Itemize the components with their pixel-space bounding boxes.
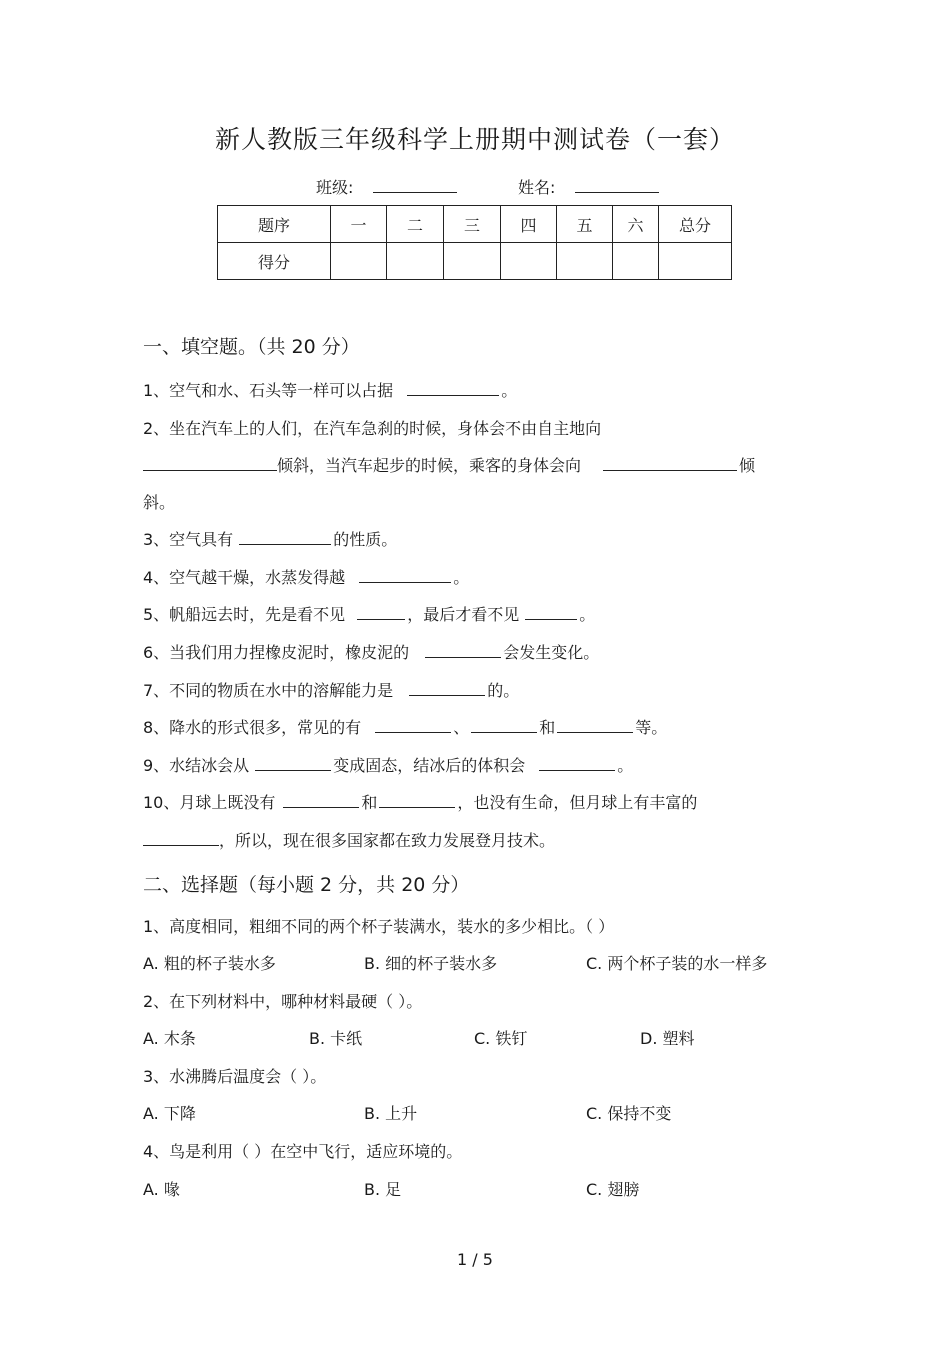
answer-blank[interactable] [471,716,537,733]
score-cell[interactable] [387,243,444,280]
answer-blank[interactable] [357,603,405,620]
header-cell: 总分 [659,206,732,243]
name-field [518,175,659,198]
score-row-label: 得分 [218,243,331,280]
score-cell[interactable] [659,243,732,280]
answer-blank[interactable] [407,379,499,396]
question-choice-1: 1、高度相同，粗细不同的两个杯子装满水，装水的多少相比。（ ） [143,917,615,936]
header-cell: 二 [387,206,444,243]
class-label: 班级: [316,178,354,197]
answer-blank[interactable] [359,566,451,583]
question-text: 、 [453,718,470,737]
header-cell: 一 [331,206,387,243]
score-cell[interactable] [501,243,557,280]
question-text: 2、坐在汽车上的人们，在汽车急刹的时候，身体会不由自主地向 [143,419,602,438]
question-text: 4、空气越干燥，水蒸发得越 [143,568,346,587]
score-table-header-row [218,206,732,243]
answer-blank[interactable] [425,641,501,658]
score-cell[interactable] [331,243,387,280]
option-c[interactable]: C. 铁钉 [474,1029,528,1048]
question-text: 等。 [635,718,668,737]
answer-blank[interactable] [143,829,219,846]
score-cell[interactable] [557,243,613,280]
page-number: 1 / 5 [457,1250,493,1269]
answer-blank[interactable] [375,716,451,733]
answer-blank[interactable] [283,791,359,808]
name-label: 姓名: [518,178,556,197]
question-fill-6 [143,640,599,663]
answer-blank[interactable] [603,454,737,471]
question-text: ，所以，现在很多国家都在致力发展登月技术。 [219,831,556,850]
option-a[interactable]: A. 粗的杯子装水多 [143,954,276,973]
question-choice-4: 4、鸟是利用（ ）在空中飞行，适应环境的。 [143,1142,463,1161]
option-b[interactable]: B. 上升 [364,1104,418,1123]
score-cell[interactable] [444,243,501,280]
header-cell: 六 [613,206,659,243]
question-text: 9、水结冰会从 [143,756,250,775]
question-fill-3 [143,527,397,550]
option-b[interactable]: B. 细的杯子装水多 [364,954,498,973]
class-field [316,175,457,198]
question-text: 和 [539,718,556,737]
question-text: 。 [617,756,634,775]
question-choice-2: 2、在下列材料中，哪种材料最硬（ ）。 [143,992,423,1011]
answer-blank[interactable] [255,754,331,771]
question-text: 的性质。 [333,530,398,549]
question-text: 。 [501,381,518,400]
score-table-score-row [218,243,732,280]
question-fill-9 [143,753,633,776]
question-text: 会发生变化。 [503,643,600,662]
question-text: 倾 [739,456,756,475]
question-fill-5 [143,602,595,625]
option-a[interactable]: A. 下降 [143,1104,196,1123]
section2-heading: 二、选择题（每小题 2 分，共 20 分） [143,874,470,896]
score-cell[interactable] [613,243,659,280]
question-text: 8、降水的形式很多，常见的有 [143,718,362,737]
class-blank[interactable] [373,191,457,193]
question-text: 倾斜，当汽车起步的时候，乘客的身体会向 [277,456,582,475]
question-text: 。 [453,568,470,587]
question-fill-2-end: 斜。 [143,493,176,512]
option-a[interactable]: A. 喙 [143,1180,180,1199]
score-table [217,205,732,280]
question-text: 和 [361,793,378,812]
answer-blank[interactable] [239,528,331,545]
answer-blank[interactable] [143,454,277,471]
option-c[interactable]: C. 翅膀 [586,1180,640,1199]
question-text: 7、不同的物质在水中的溶解能力是 [143,681,394,700]
question-fill-8 [143,715,667,738]
question-fill-4 [143,565,469,588]
header-cell: 五 [557,206,613,243]
answer-blank[interactable] [379,791,455,808]
question-text: 变成固态，结冰后的体积会 [333,756,526,775]
option-d[interactable]: D. 塑料 [640,1029,695,1048]
question-text: 10、月球上既没有 [143,793,276,812]
option-b[interactable]: B. 足 [364,1180,402,1199]
answer-blank[interactable] [409,679,485,696]
option-c[interactable]: C. 两个杯子装的水一样多 [586,954,768,973]
answer-blank[interactable] [525,603,577,620]
header-cell: 四 [501,206,557,243]
question-fill-10-cont [143,828,555,851]
question-text: ，也没有生命，但月球上有丰富的 [457,793,698,812]
question-text: ，最后才看不见 [407,605,520,624]
question-choice-3: 3、水沸腾后温度会（ ）。 [143,1067,327,1086]
question-text: 。 [579,605,596,624]
section1-heading: 一、填空题。（共 20 分） [143,336,360,358]
question-text: 的。 [487,681,520,700]
question-text: 6、当我们用力捏橡皮泥时，橡皮泥的 [143,643,410,662]
question-fill-1 [143,378,517,401]
question-text: 1、空气和水、石头等一样可以占据 [143,381,394,400]
question-fill-7 [143,678,519,701]
option-b[interactable]: B. 卡纸 [309,1029,363,1048]
question-fill-2-cont [143,453,755,476]
question-fill-2 [143,416,601,439]
answer-blank[interactable] [539,754,615,771]
option-c[interactable]: C. 保持不变 [586,1104,672,1123]
page-title: 新人教版三年级科学上册期中测试卷（一套） [214,125,735,154]
question-text: 3、空气具有 [143,530,234,549]
header-cell: 三 [444,206,501,243]
question-fill-10 [143,790,697,813]
question-text: 5、帆船远去时，先是看不见 [143,605,346,624]
name-blank[interactable] [575,191,659,193]
option-a[interactable]: A. 木条 [143,1029,196,1048]
header-cell: 题序 [218,206,331,243]
answer-blank[interactable] [557,716,633,733]
